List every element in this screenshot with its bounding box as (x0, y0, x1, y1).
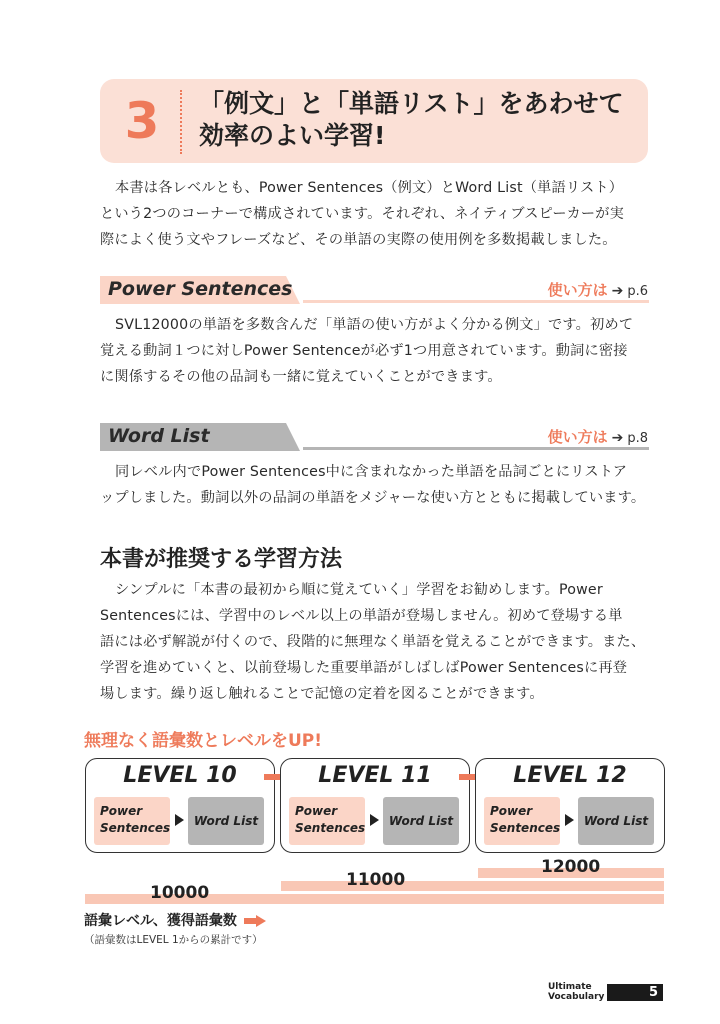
chip-line: Power (100, 804, 143, 818)
chip-line: Power (295, 804, 338, 818)
page-number: 5 (607, 984, 663, 1001)
diagram-headline: 無理なく語彙数とレベルをUP! (84, 731, 323, 751)
level-box (280, 758, 470, 853)
vocab-count: 10000 (150, 883, 210, 903)
axis-label-text: 語彙レベル、獲得語彙数 (84, 913, 237, 929)
word-list-line: 同レベル内でPower Sentences中に含まれなかった単語を品詞ごとにリストア (115, 464, 628, 480)
power-sentences-tab (100, 276, 300, 304)
level-bar (281, 881, 664, 891)
method-paragraph (100, 577, 650, 707)
power-sentences-chip (94, 797, 170, 845)
power-sentences-line: 覚える動詞１つに対しPower Sentenceが必ず1つ用意されています。動詞に密接 (100, 343, 628, 359)
power-sentences-ref (548, 279, 648, 300)
footer-brand (548, 982, 604, 1002)
method-line: 学習を進めていくと、以前登場した重要単語がしばしばPower Sentencesに再登 (100, 660, 628, 676)
intro-line: という2つのコーナーで構成されています。それぞれ、ネイティブスピーカーが実 (100, 206, 625, 222)
play-arrow-icon (565, 814, 574, 826)
arrow-right-icon: ➔ (611, 430, 624, 446)
method-line: 場します。繰り返し触れることで記憶の定着を図ることができます。 (100, 686, 544, 702)
arrow-right-icon (244, 915, 266, 927)
page-ref: p.6 (627, 284, 648, 299)
method-line: Sentencesには、学習中のレベル以上の単語が登場しません。初めて登場する単 (100, 608, 623, 624)
level-box (475, 758, 665, 853)
level-title: LEVEL 11 (318, 763, 432, 788)
arrow-right-icon: ➔ (611, 283, 624, 299)
word-list-paragraph (100, 459, 650, 511)
word-list-line: ップしました。動詞以外の品詞の単語をメジャーな使い方とともに掲載しています。 (100, 490, 646, 506)
word-list-chip: Word List (578, 797, 654, 845)
power-sentences-line: SVL12000の単語を多数含んだ「単語の使い方がよく分かる例文」です。初めて (115, 317, 634, 333)
page-ref: p.8 (627, 431, 648, 446)
chip-line: Sentences (100, 821, 171, 835)
word-list-ref (548, 426, 648, 447)
see-label: 使い方は (547, 428, 608, 446)
word-list-rule (303, 447, 649, 450)
power-sentences-chip (289, 797, 365, 845)
method-line: シンプルに「本書の最初から順に覚えていく」学習をお勧めします。Power (115, 582, 603, 598)
word-list-label: Word List (108, 425, 210, 447)
axis-label (84, 910, 266, 930)
play-arrow-icon (370, 814, 379, 826)
chip-line: Sentences (295, 821, 366, 835)
word-list-tab (100, 423, 300, 451)
method-heading: 本書が推奨する学習方法 (100, 547, 343, 572)
word-list-chip: Word List (188, 797, 264, 845)
play-arrow-icon (175, 814, 184, 826)
section-title-line1: 「例文」と「単語リスト」をあわせて (199, 89, 624, 118)
power-sentences-line: に関係するその他の品詞も一緒に覚えていくことができます。 (100, 369, 502, 385)
level-title: LEVEL 12 (513, 763, 627, 788)
power-sentences-chip (484, 797, 560, 845)
vocab-count: 12000 (541, 857, 601, 877)
brand-line: Ultimate (548, 982, 592, 992)
chip-line: Sentences (490, 821, 561, 835)
section-title (199, 88, 639, 152)
intro-line: 本書は各レベルとも、Power Sentences（例文）とWord List（単語リスト） (115, 180, 624, 196)
header-divider (180, 90, 182, 154)
power-sentences-rule (303, 300, 649, 303)
chip-line: Power (490, 804, 533, 818)
intro-line: 際によく使う文やフレーズなど、その単語の実際の使用例を多数掲載しました。 (100, 232, 617, 248)
method-line: 語には必ず解説が付くので、段階的に無理なく単語を覚えることができます。また、 (100, 634, 646, 650)
intro-paragraph (100, 175, 650, 253)
power-sentences-paragraph (100, 312, 650, 390)
level-title: LEVEL 10 (123, 763, 237, 788)
section-number: 3 (124, 92, 160, 150)
see-label: 使い方は (547, 281, 608, 299)
power-sentences-label: Power Sentences (108, 278, 293, 300)
axis-note: （語彙数はLEVEL 1からの累計です） (84, 934, 263, 946)
level-box (85, 758, 275, 853)
word-list-chip: Word List (383, 797, 459, 845)
vocab-count: 11000 (346, 870, 406, 890)
section-title-line2: 効率のよい学習! (199, 121, 386, 150)
brand-line: Vocabulary (548, 992, 605, 1002)
